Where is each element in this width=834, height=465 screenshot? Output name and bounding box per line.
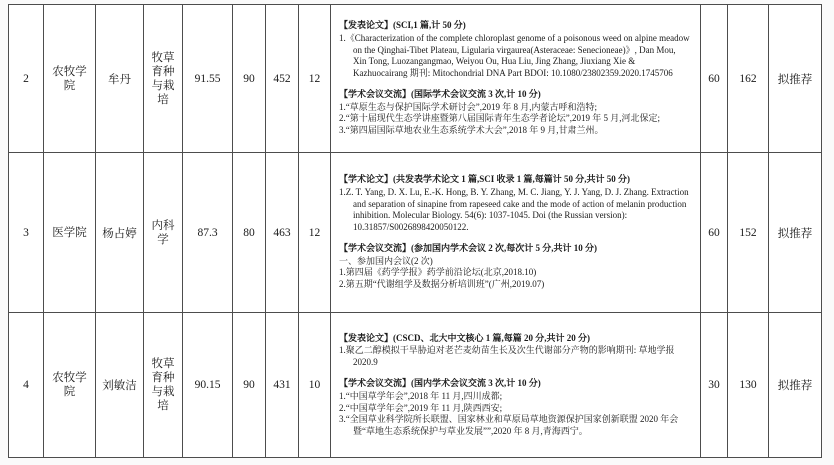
score-d-cell: 12 — [299, 153, 331, 313]
achievements-cell — [331, 5, 701, 153]
name-cell: 刘敏洁 — [96, 313, 144, 458]
conference-item: 1.第四届《药学学报》药学前沿论坛(北京,2018.10) — [339, 267, 537, 278]
bonus-score-cell: 60 — [701, 153, 728, 313]
major-cell: 牧草育种与栽培 — [144, 5, 183, 153]
conference-item: 2.“中国草学年会”,2019 年 11 月,陕西西安; — [339, 402, 503, 413]
college-cell: 医学院 — [44, 153, 96, 313]
total-score-cell: 130 — [728, 313, 769, 458]
score-b-cell: 90 — [233, 5, 266, 153]
publication-item: 1.《Characterization of the complete chloroplast genome of a poisonous weed on alpine meadow on the Qinghai-Tibet Plateau, Ligularia virgaurea(Asteraceae: Senecioneae)》, Dan Mou, Xin Tong, Luozangangmao, Weiyou Ou, Hua Liu, Jing Zhang, Jiuxiang Xie & Kazhuocairang 期刊: Mitochondrial DNA Part BDOI: 10.1080/23802359.2020.1745706 — [339, 32, 690, 78]
table-row — [9, 5, 822, 153]
achievements-cell — [331, 313, 701, 458]
major-cell: 内科学 — [144, 153, 183, 313]
conference-item: 1.“中国草学年会”,2018 年 11 月,四川成都; — [339, 391, 503, 401]
conference-item: 2.“第十届现代生态学讲座暨第八届国际青年生态学者论坛”,2019 年 5 月,河北保定; — [339, 113, 660, 124]
bonus-score-cell: 60 — [701, 5, 728, 153]
table-row — [9, 313, 822, 458]
publication-item: 1.聚乙二醇模拟干旱胁迫对老芒麦幼苗生长及次生代谢部分产物的影响期刊: 草地学报 2020.9 — [339, 345, 675, 367]
row-number: 4 — [9, 313, 44, 458]
bonus-score-cell: 30 — [701, 313, 728, 458]
achievements-cell — [331, 153, 701, 313]
college-cell: 农牧学院 — [44, 5, 96, 153]
total-score-cell: 162 — [728, 5, 769, 153]
score-c-cell: 431 — [266, 313, 299, 458]
block-header: 【发表论文】(SCI,1 篇,计 50 分) — [339, 20, 466, 31]
block-header: 【学术会议交流】(国内学术会议交流 3 次,计 10 分) — [339, 378, 541, 389]
conference-item: 3.“第四届国际草地农业生态系统学术大会”,2018 年 9 月,甘肃兰州。 — [339, 125, 604, 136]
status-cell: 拟推荐 — [769, 313, 822, 458]
conferences-block — [339, 378, 690, 437]
conferences-block — [339, 243, 690, 290]
score-b-cell: 80 — [233, 153, 266, 313]
eval-score-cell: 90.15 — [183, 313, 233, 458]
conference-item: 1.“草原生态与保护国际学术研讨会”,2019 年 8 月,内蒙古呼和浩特; — [339, 101, 597, 112]
conference-item: 2.第五期“代谢组学及数据分析培训班”(广州,2019.07) — [339, 279, 545, 290]
row-number: 2 — [9, 5, 44, 153]
status-cell: 拟推荐 — [769, 5, 822, 153]
publications-block — [339, 333, 690, 369]
evaluation-table — [8, 4, 822, 458]
publication-item: 1.Z. T. Yang, D. X. Lu, E.-K. Hong, B. Y. Zhang, M. C. Jiang, Y. J. Yang, D. J. Zhang. Extraction and separation of sinapine from rapeseed cake and the mode of action of melanin production inhibition. Molecular Biology. 54(6): 1037-1045. Doi (the Russian version): 10.31857/S0026898420050122. — [339, 186, 689, 232]
score-d-cell: 10 — [299, 313, 331, 458]
eval-score-cell: 87.3 — [183, 153, 233, 313]
conferences-block — [339, 89, 690, 136]
college-cell: 农牧学院 — [44, 313, 96, 458]
block-header: 【发表论文】(CSCD、北大中文核心 1 篇,每篇 20 分,共计 20 分) — [339, 332, 590, 343]
publications-block — [339, 20, 690, 79]
score-c-cell: 452 — [266, 5, 299, 153]
eval-score-cell: 91.55 — [183, 5, 233, 153]
status-cell: 拟推荐 — [769, 153, 822, 313]
name-cell: 杨占婷 — [96, 153, 144, 313]
major-cell: 牧草育种与栽培 — [144, 313, 183, 458]
block-header: 【学术会议交流】(国际学术会议交流 3 次,计 10 分) — [339, 89, 541, 100]
total-score-cell: 152 — [728, 153, 769, 313]
block-header: 【学术论文】(共发表学术论文 1 篇,SCI 收录 1 篇,每篇计 50 分,共计 50 分) — [339, 174, 631, 185]
score-c-cell: 463 — [266, 153, 299, 313]
row-number: 3 — [9, 153, 44, 313]
block-header: 【学术会议交流】(参加国内学术会议 2 次,每次计 5 分,共计 10 分) — [339, 243, 597, 254]
score-d-cell: 12 — [299, 5, 331, 153]
publications-block — [339, 174, 690, 233]
score-b-cell: 90 — [233, 313, 266, 458]
name-cell: 牟丹 — [96, 5, 144, 153]
conference-item: 3.“全国草业科学院所长联盟、国家林业和草原局草地资源保护国家创新联盟 2020 年会暨“草地生态系统保护与草业发展””,2020 年 8 月,青海西宁。 — [339, 414, 679, 436]
conference-item: 一、参加国内会议(2 次) — [339, 255, 433, 266]
table-row — [9, 153, 822, 313]
